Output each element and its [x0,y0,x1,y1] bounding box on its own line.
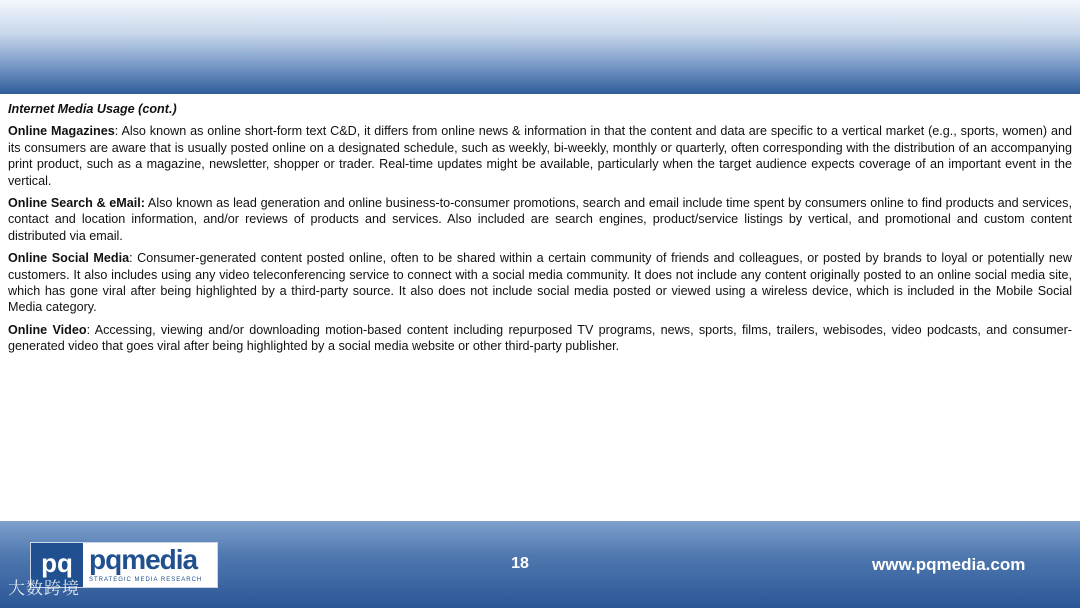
separator: : [129,251,138,266]
page-number: 18 [511,555,529,572]
separator: : [114,124,122,139]
website-url: www.pqmedia.com [872,555,1026,574]
definition-online-social-media: Consumer-generated content posted online, often to be shared within a certain community of friends and colleagues, or posted by brands to loyal or potentially new customers. It also includes using any video teleconferencing service to connect with a social media community. It does not include any content originally posted to an online social media site, which has gone viral after being highlighted by a third-party source. It also does not include social media posted or viewed using a wireless device, which is included in the Mobile Social Media category. [8,251,1072,315]
term-online-social-media: Online Social Media [8,251,130,266]
header-band [0,0,1080,94]
paragraph-online-social-media [8,250,1072,316]
definition-online-search-email: Also known as lead generation and online business-to-consumer promotions, search and email include time spent by consumers online to find products and services, contact and location information, and/or reviews of products and services. Also included are search engines, product/service listings by vertical, and promotional and custom content distributed via email. [8,196,1072,243]
logo-tagline: STRATEGIC MEDIA RESEARCH [89,577,203,583]
separator: : [86,322,95,337]
paragraph-online-magazines [8,123,1072,189]
definition-online-video: Accessing, viewing and/or downloading motion-based content including repurposed TV programs, news, sports, films, trailers, webisodes, video podcasts, and consumer-generated video that goes viral after being highlighted by a social media website or other third-party publisher. [8,322,1072,354]
term-online-magazines: Online Magazines [8,124,115,139]
logo-mark: pq [31,543,83,587]
slide-content [8,101,1072,361]
paragraph-online-search-email [8,195,1072,244]
section-title: Internet Media Usage (cont.) [8,102,177,116]
term-online-video: Online Video [8,322,87,337]
logo-wordmark: pqmedia [89,544,198,575]
term-online-search-email: Online Search & eMail: [8,196,145,211]
paragraph-online-video [8,322,1072,355]
watermark: 大数跨境 [8,579,80,599]
definition-online-magazines: Also known as online short-form text C&D, it differs from online news & information in that the content and data are specific to a vertical market (e.g., sports, women) and its consumers are aware that is usually posted online on a designated schedule, such as weekly, bi-weekly, monthly or quarterly, often corresponding with the distribution of an accompanying print product, such as a magazine, newsletter, shopper or trader. Real-time updates might be available, particularly when the target audience expects coverage of an important event in the vertical. [8,124,1073,188]
